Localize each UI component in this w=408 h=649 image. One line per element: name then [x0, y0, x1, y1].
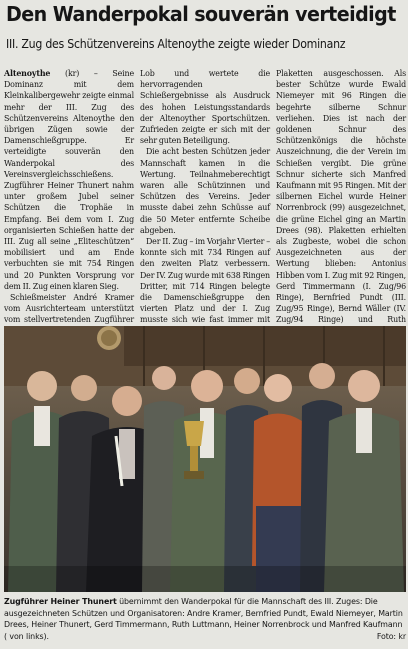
group-photo-image: [4, 326, 406, 592]
paragraph: Schießmeister André Kramer vom Ausrichterteam unterstützt vom stellvertretenden Zugführer: [4, 293, 134, 325]
paragraph: Der II. Zug – im Vorjahr Vierter – konnte sich mit 734 Ringen auf den zweiten Platz verbessern. Der IV. Zug wurde mit 638 Ringen Dritter, mit 714 Ringen belegte die Damenschießgruppe den vierten Platz und der I. Zug musste sich wie fast immer mit: [140, 237, 270, 325]
caption-text: übernimmt den Wanderpokal für die Mannschaft des III. Zuges: Die ausgezeichneten Schützen und Organisatoren: Andre Kramer, Bernfried Pundt, Ewald Niemeyer, Martin Drees, Heiner Thunert, Gerd Timmermann, Ruth Luttmann, Heiner Norrenbrock und Manfred Kaufmann ( von links).: [4, 597, 403, 641]
subheadline: III. Zug des Schützenvereins Altenoythe zeigte wieder Dominanz: [6, 36, 346, 51]
caption-lead: Zugführer Heiner Thunert: [4, 597, 117, 606]
group-photo: [4, 326, 406, 592]
paragraph: Lob und wertete die hervorragenden Schießergebnisse als Ausdruck des hohen Leistungsstandards der Altenoyther Sportschützen. Zufrieden zeigte er sich mit der sehr guten Beteiligung.: [140, 69, 270, 146]
photo-credit: Foto: kr: [376, 631, 406, 641]
article-column-3: [276, 68, 406, 325]
article-column-1: [4, 68, 134, 325]
paragraph: Plaketten ausgeschossen. Als bester Schütze wurde Ewald Niemeyer mit 96 Ringen die begehrte silberne Schnur verliehen. Dies ist nach der goldenen Schnur des Schützenkönigs die höchste Auszeichnung, die der Verein im Schießen vergibt. Die grüne Schnur sicherte sich Manfred Kaufmann mit 95 Ringen. Mit der silbernen Eichel wurde Heiner Norrenbrock (99) ausgezeichnet, die grüne Eichel ging an Martin Drees (98). Plaketten erhielten als Zugbeste, wobei die schon Ausgezeichneten aus der Wertung blieben: Antonius Hibben vom I. Zug mit 92 Ringen, Gerd Timmermann (I. Zug/96 Ringe), Bernfried Pundt (III. Zug/95 Ringe), Bernd Wäller (IV. Zug/94 Ringe) und Ruth: [276, 69, 406, 325]
paragraph-text: (kr) – Seine Dominanz mit dem Kleinkalibergewehr zeigte einmal mehr der III. Zug des Schützenvereins Altenoythe den übrigen Zügen sowie der Damenschießgruppe. Er verteidigte souverän den Wanderpokal des Vereinsvergleichsschießens. Zugführer Heiner Thunert nahm unter großem Jubel seiner Schützen die Trophäe in Empfang. Bei dem vom I. Zug organisierten Schießen hatte der III. Zug all seine „Eliteschützen“ mobilisiert und am Ende verbuchten sie mit 754 Ringen und 20 Punkten Vorsprung vor dem II. Zug einen klaren Sieg.: [4, 69, 134, 291]
article-column-2: [140, 68, 270, 325]
headline: Den Wanderpokal souverän verteidigt: [6, 2, 396, 26]
paragraph: Die acht besten Schützen jeder Mannschaft kamen in die Wertung. Teilnahmeberechtigt waren alle Schützinnen und Schützen des Vereins. Jeder musste dabei zehn Schüsse auf die 50 Meter entfernte Scheibe abgeben.: [140, 147, 270, 235]
photo-caption: [4, 596, 406, 642]
article-body: [4, 68, 406, 323]
paragraph: [4, 68, 134, 292]
dateline: Altenoythe: [4, 69, 51, 78]
